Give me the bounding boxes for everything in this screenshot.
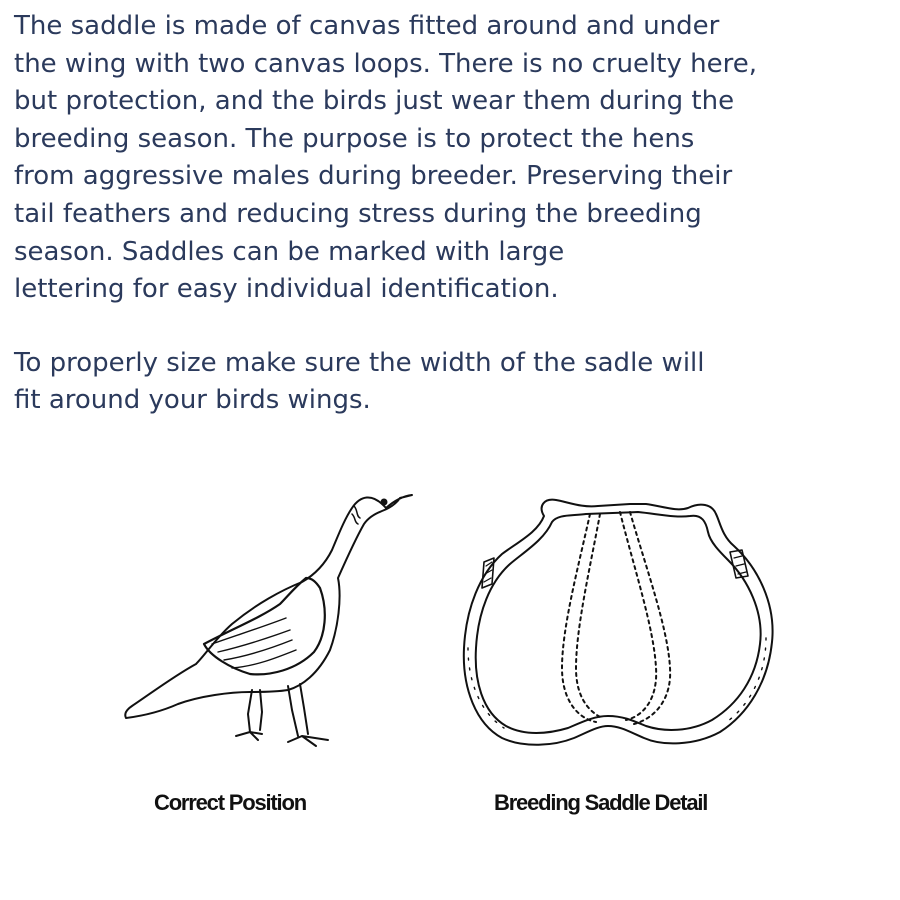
text-line: the wing with two canvas loops. There is no cruelty here,: [14, 48, 757, 79]
text-line: tail feathers and reducing stress during the breeding: [14, 198, 702, 229]
description-text: [14, 8, 894, 420]
bird-caption: Correct Position: [154, 790, 306, 815]
saddle-illustration: [458, 488, 780, 760]
saddle-caption: Breeding Saddle Detail: [494, 790, 708, 815]
text-line: The saddle is made of canvas fitted around and under: [14, 11, 720, 41]
text-line: fit around your birds wings.: [14, 385, 371, 416]
description-paragraph-2: [14, 345, 894, 420]
text-line: season. Saddles can be marked with large: [14, 236, 565, 267]
text-line: from aggressive males during breeder. Preserving their: [14, 161, 733, 192]
text-line: breeding season. The purpose is to protect the hens: [14, 123, 695, 154]
bird-illustration: [120, 478, 420, 758]
description-paragraph-1: [14, 8, 894, 309]
text-line: but protection, and the birds just wear them during the: [14, 86, 735, 117]
text-line: lettering for easy individual identification.: [14, 274, 559, 305]
text-line: To properly size make sure the width of the sadle will: [14, 347, 705, 378]
